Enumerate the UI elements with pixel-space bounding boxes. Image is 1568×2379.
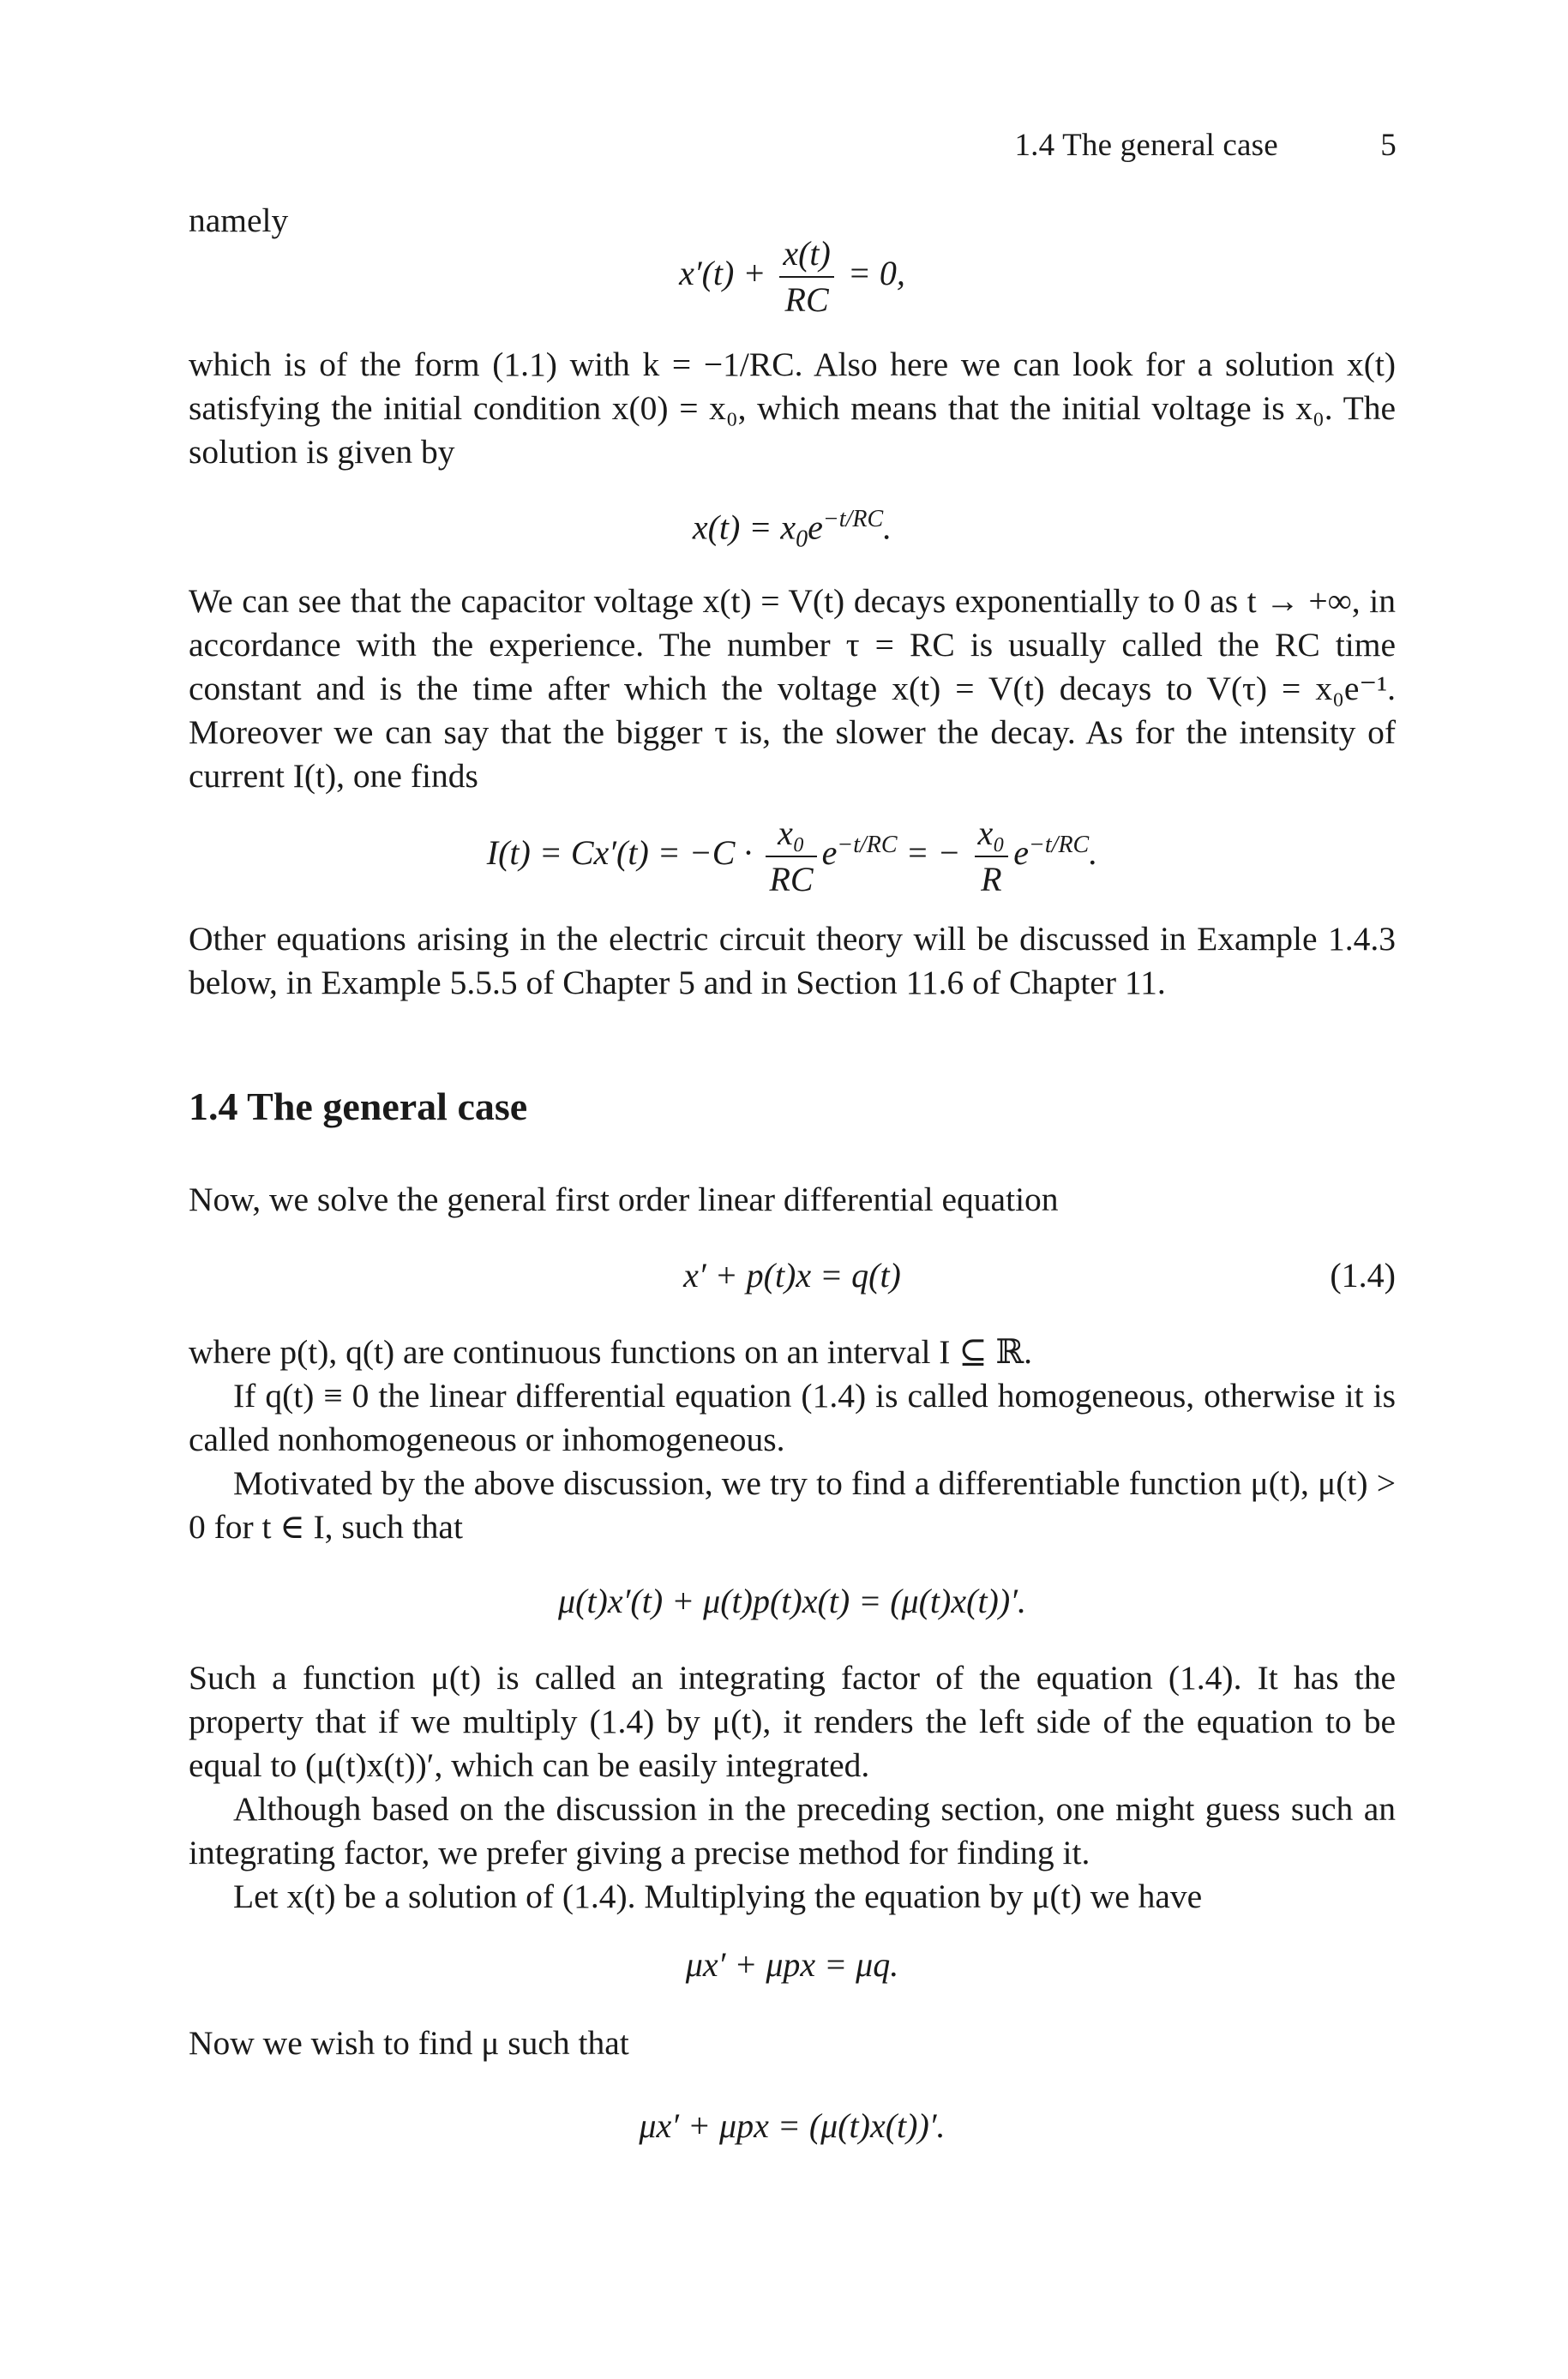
paragraph-integrating-factor: Such a function μ(t) is called an integrating factor of the equation (1.4). It has the property that if we multiply (1.4) by μ(t), it renders the left side of the equation to be equal to (μ(t)x(t))′, which can be easily integrated. (189, 1659, 1396, 1784)
eq3-end: . (1089, 833, 1098, 873)
paragraph-let: Let x(t) be a solution of (1.4). Multiplying the equation by μ(t) we have (233, 1877, 1203, 1915)
equation-solution (189, 497, 1396, 562)
equation-mu-q: μx′ + μpx = μq. (685, 1945, 899, 1984)
eq3-exp-2: e (1013, 833, 1029, 873)
paragraph-namely: namely (189, 201, 289, 239)
eq3-sup-1: −t/RC (837, 831, 898, 858)
paragraph-now-find-mu: Now we wish to find μ such that (189, 2024, 629, 2062)
eq2-sup: −t/RC (822, 506, 884, 532)
equation-number: (1.4) (1330, 1256, 1396, 1295)
paragraph-although: Although based on the discussion in the preceding section, one might guess such an integrating factor, we prefer giving a precise method for finding it. (189, 1790, 1396, 1871)
paragraph-general-equation: Now, we solve the general first order linear differential equation (189, 1180, 1059, 1218)
eq2-e: e (808, 508, 823, 547)
eq2-sub: 0 (796, 526, 808, 553)
equation-mu-product: μx′ + μpx = (μ(t)x(t))′. (639, 2106, 946, 2145)
paragraph-homogeneous: If q(t) ≡ 0 the linear differential equation (1.4) is called homogeneous, otherwise it is called nonhomogeneous or inhomogeneous. (189, 1377, 1396, 1458)
eq4-body: x′ + p(t)x = q(t) (683, 1256, 901, 1295)
eq3-left: I(t) = Cx′(t) = −C · (486, 833, 753, 873)
eq1-denominator: RC (784, 280, 829, 319)
eq3-denominator-2: R (981, 860, 1002, 898)
equation-rc-ode (189, 233, 1396, 321)
eq1-right: = 0, (847, 254, 905, 293)
paragraph-continuous: where p(t), q(t) are continuous functions on an interval I ⊆ ℝ. (189, 1333, 1033, 1371)
equation-1-4 (189, 1253, 1396, 1298)
eq3-mid: = − (905, 833, 961, 873)
page-number: 5 (1380, 128, 1397, 163)
eq2-end: . (883, 508, 892, 547)
eq3-sup-2: −t/RC (1028, 831, 1090, 858)
eq3-numerator-1: x₀ (766, 813, 816, 857)
eq3-exp-1: e (821, 833, 838, 873)
running-head-section: 1.4 The general case (1014, 128, 1278, 163)
eq3-fraction-2 (975, 813, 1009, 900)
paragraph-motivated: Motivated by the above discussion, we try to find a differentiable function μ(t), μ(t) > 0 for t ∈ I, such that (189, 1464, 1396, 1546)
equation-current (189, 813, 1396, 900)
eq3-fraction-1 (766, 813, 816, 900)
section-heading: 1.4 The general case (189, 1084, 528, 1128)
paragraph-other-equations: Other equations arising in the electric circuit theory will be discussed in Example 1.4.3 below, in Example 5.5.5 of Chapter 5 and in Section 11.6 of Chapter 11. (189, 920, 1396, 1001)
eq1-left: x′(t) + (679, 254, 766, 293)
equation-integrating: μ(t)x′(t) + μ(t)p(t)x(t) = (μ(t)x(t))′. (558, 1582, 1026, 1620)
eq2-base: x(t) = x (692, 508, 796, 547)
eq3-denominator-1: RC (769, 860, 814, 898)
eq1-fraction (779, 233, 834, 321)
paragraph-form-1-1: which is of the form (1.1) with k = −1/RC. Also here we can look for a solution x(t) satisfying the initial condition x(0) = x₀, which means that the initial voltage is x₀. The solution is given by (189, 345, 1396, 471)
paragraph-capacitor: We can see that the capacitor voltage x(t) = V(t) decays exponentially to 0 as t → +∞, in accordance with the experience. The number τ = RC is usually called the RC time constant and is the time after which the voltage x(t) = V(t) decays to V(τ) = x₀e⁻¹. Moreover we can say that the bigger τ is, the slower the decay. As for the intensity of current I(t), one finds (189, 582, 1396, 795)
eq1-numerator: x(t) (779, 233, 834, 278)
running-head (1014, 127, 1397, 164)
eq3-numerator-2: x₀ (975, 813, 1009, 857)
